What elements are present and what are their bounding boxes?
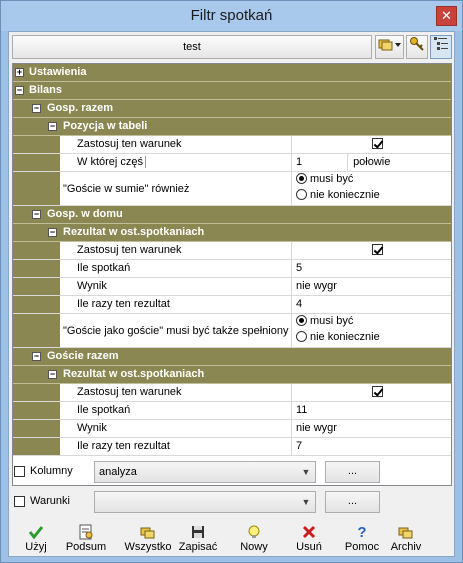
property-ile-spotkan-1[interactable] (13, 260, 451, 278)
radio-button[interactable] (296, 189, 307, 200)
expand-icon[interactable]: + (16, 67, 23, 77)
nowy-button[interactable]: Nowy (229, 524, 279, 556)
delete-x-icon (301, 524, 317, 540)
conditions-label: Warunki (30, 495, 70, 507)
wszystko-button[interactable]: Wszystko (119, 524, 177, 556)
uzyj-button[interactable]: Użyj (11, 524, 61, 556)
property-label: Wynik (13, 278, 292, 295)
client-area (8, 31, 455, 557)
apply-condition-checkbox[interactable] (372, 244, 383, 255)
tree-list-icon (433, 36, 449, 52)
category-label: Gosp. w domu (47, 208, 123, 220)
property-label: Ile spotkań (13, 402, 292, 419)
archive-icon (398, 524, 414, 540)
radio-nie-koniecznie[interactable]: nie koniecznie (296, 330, 451, 346)
property-goscie-w-sumie[interactable] (13, 172, 451, 206)
property-label: "Goście w sumie" również (13, 172, 292, 205)
category-label: Rezultat w ost.spotkaniach (63, 226, 205, 238)
property-w-ktorej-czesci[interactable] (13, 154, 451, 172)
category-label: Gosp. razem (47, 102, 114, 114)
category-label: Pozycja w tabeli (63, 120, 148, 132)
property-label: Zastosuj ten warunek (13, 384, 292, 401)
category-gosp-w-domu[interactable] (13, 206, 451, 224)
radio-nie-koniecznie[interactable]: nie koniecznie (296, 188, 451, 204)
property-zastosuj-3[interactable] (13, 384, 451, 402)
columns-browse-button[interactable]: ... (325, 461, 380, 483)
category-pozycja-w-tabeli[interactable] (13, 118, 451, 136)
property-label: Ile spotkań (13, 260, 292, 277)
category-label: Bilans (29, 84, 63, 96)
category-label: Ustawienia (29, 66, 87, 78)
property-label: Ile razy ten rezultat (13, 296, 292, 313)
property-value[interactable]: nie wygr (296, 280, 337, 292)
folders-dropdown-button[interactable] (375, 35, 404, 59)
collapse-icon[interactable]: − (16, 85, 23, 95)
columns-label: Kolumny (30, 465, 73, 477)
property-wynik-2[interactable] (13, 420, 451, 438)
chevron-down-icon: ▼ (301, 497, 311, 507)
conditions-combo[interactable] (94, 491, 316, 513)
columns-combo[interactable] (94, 461, 316, 483)
property-value[interactable]: nie wygr (296, 422, 337, 434)
chevron-down-icon: ▼ (301, 467, 311, 477)
summary-icon (78, 524, 94, 540)
property-value[interactable]: 5 (296, 262, 303, 274)
property-ile-razy-1[interactable] (13, 296, 451, 314)
category-label: Goście razem (47, 350, 119, 362)
property-ile-spotkan-2[interactable] (13, 402, 451, 420)
collapse-icon[interactable]: − (49, 227, 56, 237)
property-goscie-jako-goscie[interactable] (13, 314, 451, 348)
property-zastosuj-2[interactable] (13, 242, 451, 260)
close-button[interactable]: ✕ (436, 6, 457, 26)
usun-button[interactable]: Usuń (284, 524, 334, 556)
check-icon (28, 524, 44, 540)
property-label: Wynik (13, 420, 292, 437)
all-icon (140, 524, 156, 540)
apply-condition-checkbox[interactable] (372, 138, 383, 149)
radio-musi-byc[interactable]: musi być (296, 314, 451, 330)
pomoc-button[interactable]: ? Pomoc (337, 524, 387, 556)
property-value[interactable]: 4 (296, 298, 303, 310)
property-label: Zastosuj ten warunek (13, 136, 292, 153)
keys-button[interactable] (406, 35, 428, 59)
collapse-icon[interactable]: − (33, 209, 40, 219)
category-bilans[interactable] (13, 82, 451, 100)
property-grid (12, 63, 452, 486)
help-icon: ? (357, 524, 367, 541)
tree-view-button[interactable] (430, 35, 452, 59)
category-rezultat-2[interactable] (13, 366, 451, 384)
title-bar (1, 1, 462, 31)
columns-row (12, 461, 452, 483)
property-wynik-1[interactable] (13, 278, 451, 296)
conditions-browse-button[interactable]: ... (325, 491, 380, 513)
radio-button[interactable] (296, 331, 307, 342)
collapse-icon[interactable]: − (33, 103, 40, 113)
save-icon (190, 524, 206, 540)
category-rezultat-1[interactable] (13, 224, 451, 242)
columns-combo-value: analyza (99, 466, 137, 478)
radio-button[interactable] (296, 315, 307, 326)
conditions-row (12, 491, 452, 513)
part-unit-label: połowie (353, 156, 391, 168)
property-label: "Goście jako goście" musi być także spełniony (13, 314, 292, 347)
property-label: Ile razy ten rezultat (13, 438, 292, 455)
property-label: Zastosuj ten warunek (13, 242, 292, 259)
folders-icon (378, 36, 402, 52)
columns-checkbox[interactable] (14, 466, 25, 477)
collapse-icon[interactable]: − (33, 351, 40, 361)
podsum-button[interactable]: Podsum (61, 524, 111, 556)
window-title: Filtr spotkań (190, 7, 273, 24)
category-label: Rezultat w ost.spotkaniach (63, 368, 205, 380)
new-bulb-icon (246, 524, 262, 540)
property-label: W której częś (77, 156, 146, 168)
radio-button[interactable] (296, 173, 307, 184)
collapse-icon[interactable]: − (49, 121, 56, 131)
zapisac-button[interactable]: Zapisać (173, 524, 223, 556)
action-toolbar (11, 524, 451, 556)
archiv-button[interactable]: Archiv (381, 524, 431, 556)
apply-condition-checkbox[interactable] (372, 386, 383, 397)
category-goscie-razem[interactable] (13, 348, 451, 366)
property-zastosuj-1[interactable] (13, 136, 451, 154)
conditions-checkbox[interactable] (14, 496, 25, 507)
key-icon (409, 36, 425, 52)
property-value[interactable]: 11 (296, 404, 308, 416)
category-ustawienia[interactable] (13, 64, 451, 82)
category-gosp-razem[interactable] (13, 100, 451, 118)
property-ile-razy-2[interactable] (13, 438, 451, 456)
filter-name-button[interactable]: test (12, 35, 372, 59)
radio-musi-byc[interactable]: musi być (296, 172, 451, 188)
property-value[interactable]: 7 (296, 440, 303, 452)
part-number-field[interactable]: 1 (296, 154, 348, 171)
collapse-icon[interactable]: − (49, 369, 56, 379)
